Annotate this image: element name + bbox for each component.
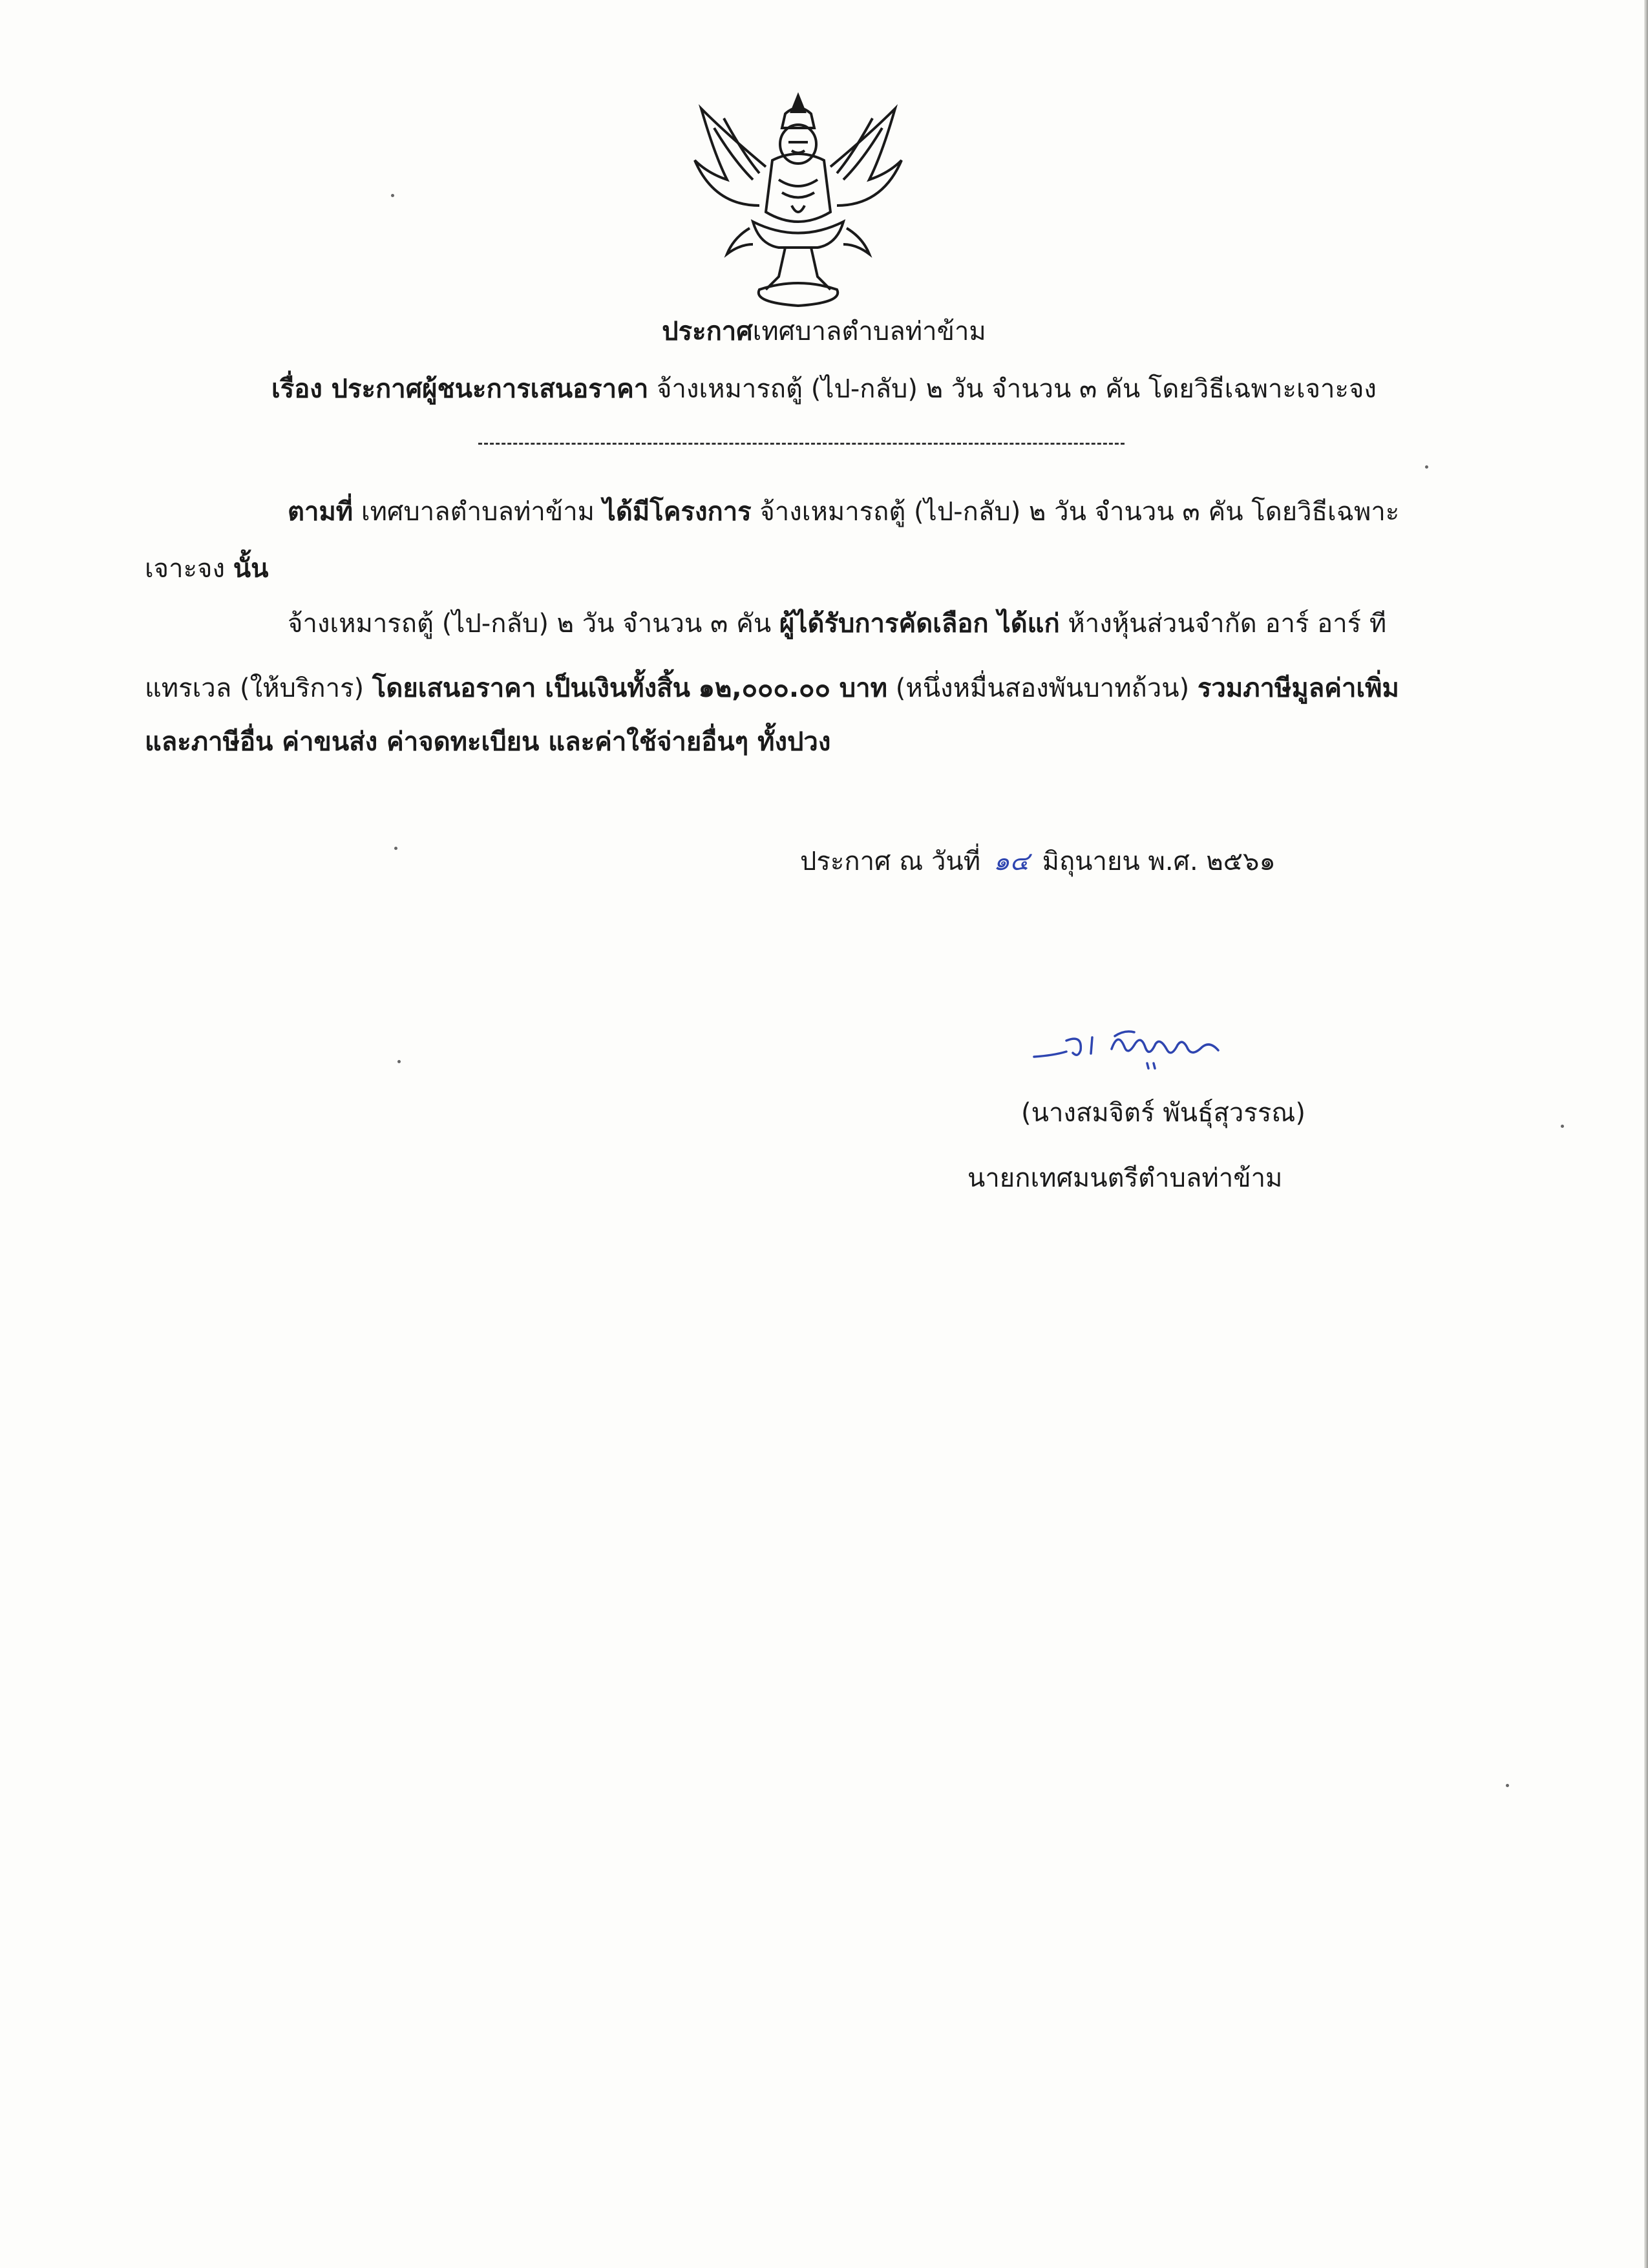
paragraph-1-project-end: เจาะจง (145, 554, 226, 584)
paragraph-1-line-2 (145, 549, 268, 588)
scan-speck (394, 847, 397, 850)
scan-speck (391, 194, 394, 197)
paragraph-1-project: จ้างเหมารถตู้ (ไป-กลับ) ๒ วัน จำนวน ๓ คัน โดยวิธีเฉพาะ (759, 497, 1400, 527)
handwritten-signature-icon (1021, 1012, 1234, 1083)
scan-speck (1425, 465, 1428, 469)
signer-position: นายกเทศมนตรีตำบลท่าข้าม (967, 1163, 1283, 1193)
offer-label: โดยเสนอราคา เป็นเงินทั้งสิ้น (372, 673, 690, 703)
paragraph-1-org: เทศบาลตำบลท่าข้าม (361, 497, 595, 527)
announcing-organization: เทศบาลตำบลท่าข้าม (752, 317, 986, 346)
signer-name: (นางสมจิตร์ พันธุ์สุวรรณ) (1021, 1098, 1306, 1128)
winner-name-end: แทรเวล (ให้บริการ) (145, 673, 364, 703)
date-day-handwritten: ๑๔ (993, 847, 1030, 876)
tax-label: รวมภาษีมูลค่าเพิ่ม (1197, 673, 1399, 703)
garuda-emblem-icon (688, 83, 908, 312)
scan-speck (1561, 1125, 1564, 1128)
paragraph-2-line-2 (145, 669, 1399, 708)
paragraph-1-end: นั้น (233, 554, 269, 584)
announcement-date (800, 842, 1276, 881)
dashed-divider (478, 443, 1125, 445)
subject-detail: จ้างเหมารถตู้ (ไป-กลับ) ๒ วัน จำนวน ๓ คัน โดยวิธีเฉพาะเจาะจง (657, 374, 1377, 404)
paragraph-1-lead: ตามที่ (288, 497, 354, 527)
announcement-prefix: ประกาศ (662, 317, 753, 346)
scan-speck (397, 1060, 401, 1063)
paragraph-2-project: จ้างเหมารถตู้ (ไป-กลับ) ๒ วัน จำนวน ๓ คัน (288, 609, 772, 639)
announcement-subject (0, 370, 1648, 408)
paragraph-1-line-1 (288, 493, 1399, 531)
paragraph-2-line-3: และภาษีอื่น ค่าขนส่ง ค่าจดทะเบียน และค่าใช้จ่ายอื่นๆ ทั้งปวง (145, 727, 831, 757)
announcement-heading (0, 312, 1648, 351)
paragraph-2-line-1 (288, 604, 1386, 643)
offer-amount: ๑๒,๐๐๐.๐๐ บาท (698, 673, 888, 703)
scan-speck (1506, 1784, 1509, 1787)
date-prefix: ประกาศ ณ วันที่ (800, 847, 981, 876)
selected-label: ผู้ได้รับการคัดเลือก ได้แก่ (779, 609, 1060, 639)
offer-amount-text: (หนึ่งหมื่นสองพันบาทถ้วน) (895, 673, 1190, 703)
date-month-year: มิถุนายน พ.ศ. ๒๕๖๑ (1042, 847, 1276, 876)
subject-label: เรื่อง ประกาศผู้ชนะการเสนอราคา (271, 374, 649, 404)
paragraph-1-verb: ได้มีโครงการ (602, 497, 752, 527)
winner-name: ห้างหุ้นส่วนจำกัด อาร์ อาร์ ที (1068, 609, 1387, 639)
